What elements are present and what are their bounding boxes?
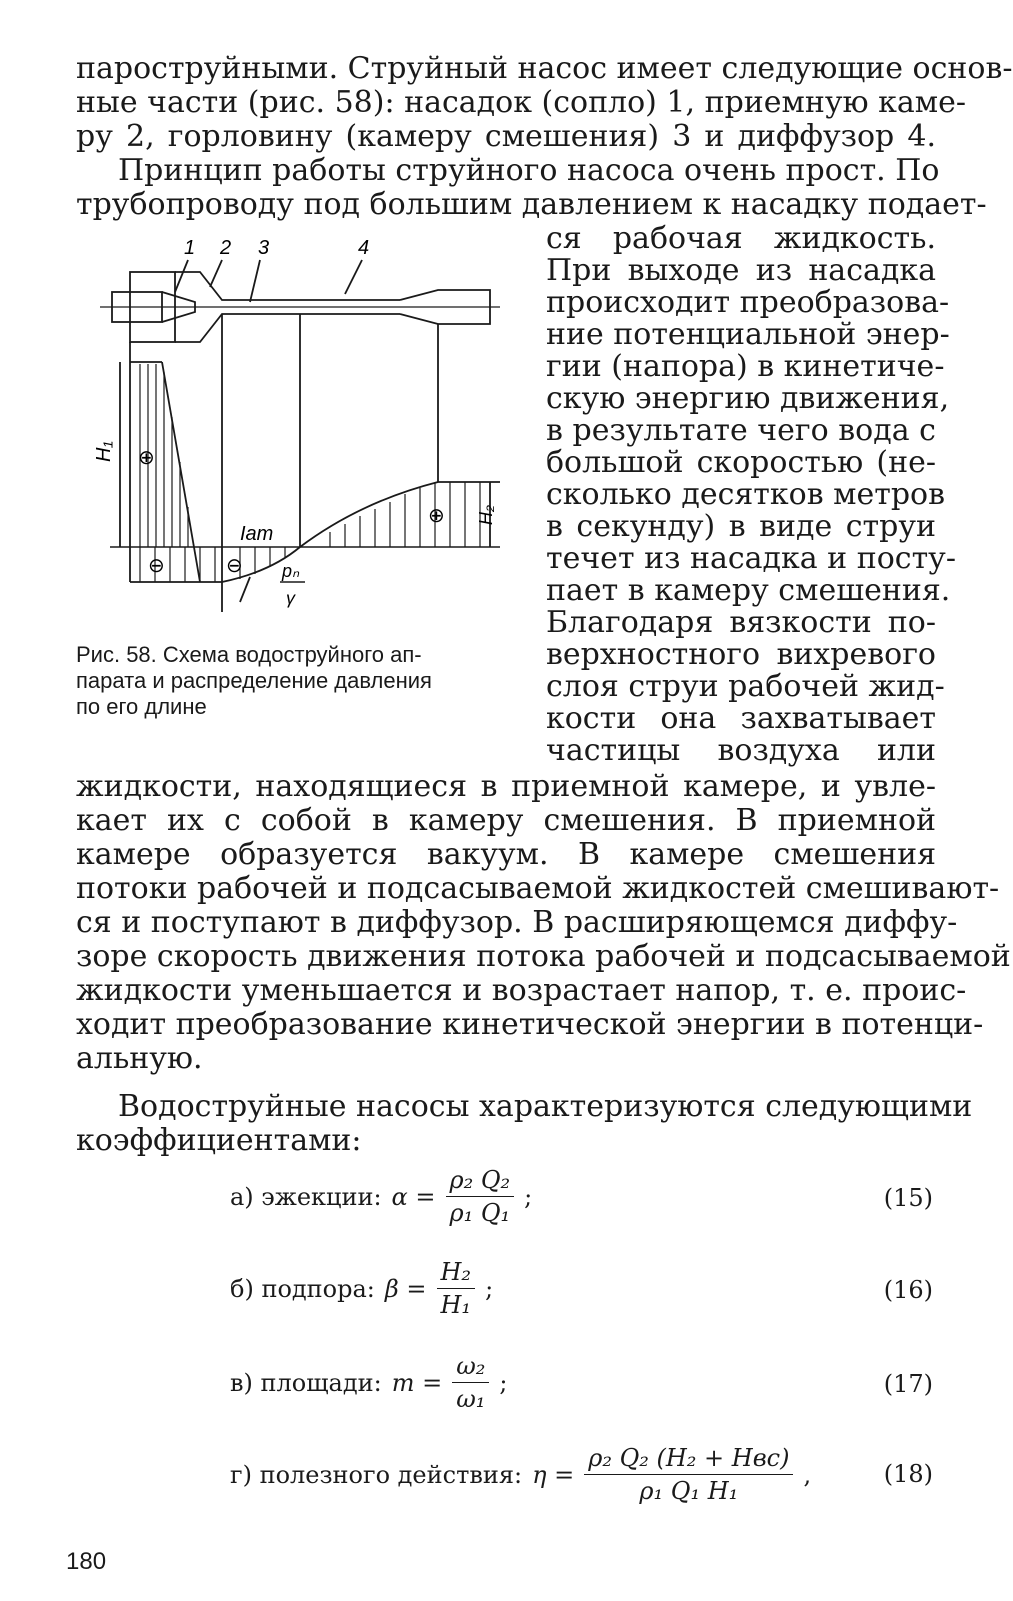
text-line: альную. (76, 1041, 203, 1076)
h1-label: H₁ (93, 441, 115, 462)
text-line: ходит преобразование кинетической энергии в потенци- (76, 1007, 984, 1042)
text-line: течет из насадка и посту- (546, 541, 956, 576)
formula-tail: ; (499, 1368, 508, 1397)
text-line: коэффициентами: (76, 1123, 362, 1158)
numerator: ρ₂ Q₂ (H₂ + Hвс) (584, 1444, 793, 1475)
pn-denominator: γ (286, 588, 295, 608)
minus-sign: ⊖ (226, 555, 243, 577)
formula-lhs: η = (532, 1460, 575, 1489)
formula-lhs: β = (384, 1274, 427, 1303)
denominator: ρ₁ Q₁ H₁ (639, 1477, 739, 1505)
plus-sign: ⊕ (428, 505, 445, 527)
text-line: сколько десятков метров (546, 477, 945, 512)
atm-label: Iam (240, 523, 274, 545)
fraction (446, 1166, 515, 1227)
text-line: кает их с собой в камеру смешения. В приемной (76, 803, 936, 838)
plus-sign: ⊕ (138, 447, 155, 469)
formula-tail: ; (485, 1274, 494, 1303)
text-line: гии (напора) в кинетиче- (546, 349, 945, 384)
text-line: ся рабочая жидкость. (546, 221, 936, 256)
denominator: H₁ (440, 1291, 472, 1319)
text-line: жидкости уменьшается и возрастает напор, т. е. проис- (76, 973, 967, 1008)
formula-tail: ; (524, 1182, 533, 1211)
text-line: скую энергию движения, (546, 381, 950, 416)
text-line: зоре скорость движения потока рабочей и подсасываемой (76, 939, 1011, 974)
formula-number: (18) (883, 1460, 933, 1488)
text-line: При выходе из насадка (546, 253, 936, 288)
fraction (584, 1444, 793, 1505)
text-line: Принцип работы струйного насоса очень прост. По (118, 153, 940, 188)
text-line: Благодаря вязкости по- (546, 605, 936, 640)
text-line: частицы воздуха или (546, 733, 936, 768)
formula-efficiency (230, 1444, 811, 1505)
text-line: пает в камеру смешения. (546, 573, 951, 608)
label-3: 3 (258, 237, 270, 259)
text-line: ные части (рис. 58): насадок (сопло) 1, приемную каме- (76, 85, 967, 120)
text-line: в результате чего вода с (546, 413, 936, 448)
text-line: жидкости, находящиеся в приемной камере, и увле- (76, 769, 936, 804)
figure-caption (76, 642, 506, 720)
formula-label: б) подпора: (230, 1274, 375, 1303)
text-line: верхностного вихревого (546, 637, 936, 672)
fraction (452, 1352, 489, 1413)
text-line: кости она захватывает (546, 701, 936, 736)
label-4: 4 (358, 237, 370, 259)
text-line: ру 2, горловину (камеру смешения) 3 и диффузор 4. (76, 119, 936, 154)
denominator: ρ₁ Q₁ (449, 1199, 511, 1227)
text-line: ся и поступают в диффузор. В расширяющемся диффу- (76, 905, 958, 940)
text-line: потоки рабочей и подсасываемой жидкостей смешивают- (76, 871, 1000, 906)
formula-label: г) полезного действия: (230, 1460, 523, 1489)
caption-line: Рис. 58. Схема водоструйного ап- (76, 642, 422, 667)
denominator: ω₁ (456, 1385, 486, 1413)
numerator: H₂ (437, 1258, 476, 1289)
numerator: ω₂ (452, 1352, 489, 1383)
text-line: Водоструйные насосы характеризуются следующими (118, 1089, 973, 1124)
jet-pump-figure (93, 232, 510, 622)
h2-label: H₂ (476, 505, 496, 525)
pn-numerator: pₙ (282, 561, 300, 581)
formula-backpressure (230, 1258, 493, 1319)
label-2: 2 (220, 237, 232, 259)
text-line: происходит преобразова- (546, 285, 950, 320)
formula-number: (16) (883, 1276, 933, 1304)
minus-sign: ⊖ (148, 555, 165, 577)
formula-lhs: m = (391, 1368, 443, 1397)
label-1: 1 (184, 237, 196, 259)
formula-tail: , (803, 1460, 812, 1489)
formula-area (230, 1352, 507, 1413)
formula-label: в) площади: (230, 1368, 382, 1397)
caption-line: по его длине (76, 694, 207, 719)
formula-ejection (230, 1166, 532, 1227)
text-line: камере образуется вакуум. В камере смешения (76, 837, 936, 872)
text-line: пароструйными. Струйный насос имеет следующие основ- (76, 51, 1013, 86)
formula-number: (17) (883, 1370, 933, 1398)
text-line: в секунду) в виде струи (546, 509, 936, 544)
formula-label: а) эжекции: (230, 1182, 382, 1211)
text-line: трубопроводу под большим давлением к насадку подает- (76, 187, 987, 222)
fraction (437, 1258, 476, 1319)
text-line: большой скоростью (не- (546, 445, 936, 480)
formula-lhs: α = (391, 1182, 436, 1211)
numerator: ρ₂ Q₂ (446, 1166, 515, 1197)
page-number: 180 (66, 1548, 107, 1575)
text-line: ние потенциальной энер- (546, 317, 950, 352)
caption-line: парата и распределение давления (76, 668, 432, 693)
text-line: слоя струи рабочей жид- (546, 669, 945, 704)
formula-number: (15) (883, 1184, 933, 1212)
